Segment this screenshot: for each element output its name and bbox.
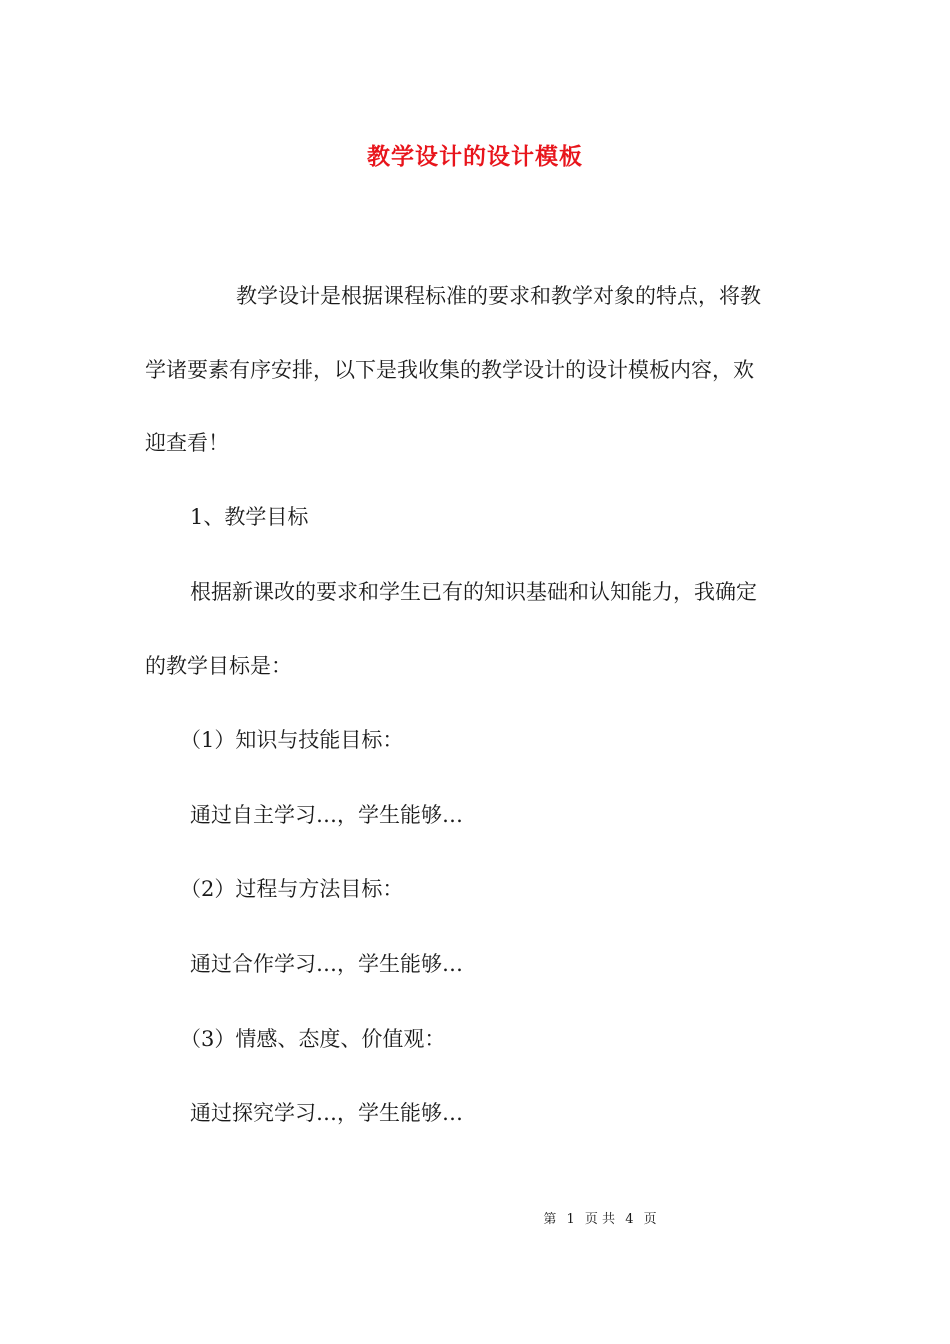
footer-total-pages: 4 (625, 1212, 634, 1227)
footer-middle: 页 共 (584, 1212, 616, 1227)
footer-prefix: 第 (543, 1212, 557, 1227)
goal-heading: （1）知识与技能目标： (180, 728, 404, 752)
goal-heading: （2）过程与方法目标： (180, 877, 404, 901)
intro-line-3: 迎查看！ (145, 431, 229, 455)
intro-line-2: 学诸要素有序安排，以下是我收集的教学设计的设计模板内容，欢 (145, 358, 754, 382)
footer-page-number: 1 (566, 1212, 575, 1227)
document-title: 教学设计的设计模板 (367, 143, 583, 170)
section-para-line-2: 的教学目标是： (145, 654, 292, 678)
goal-text: 通过自主学习…，学生能够… (190, 803, 463, 827)
goal-heading: （3）情感、态度、价值观： (180, 1027, 446, 1051)
intro-line-1: 教学设计是根据课程标准的要求和教学对象的特点，将教 (236, 284, 761, 308)
page-footer (0, 1208, 950, 1227)
goal-text: 通过合作学习…，学生能够… (190, 952, 463, 976)
section-heading: 1、教学目标 (190, 505, 309, 529)
section-para-line-1: 根据新课改的要求和学生已有的知识基础和认知能力，我确定 (190, 580, 757, 604)
goal-text: 通过探究学习…，学生能够… (190, 1101, 463, 1125)
footer-suffix: 页 (643, 1212, 657, 1227)
